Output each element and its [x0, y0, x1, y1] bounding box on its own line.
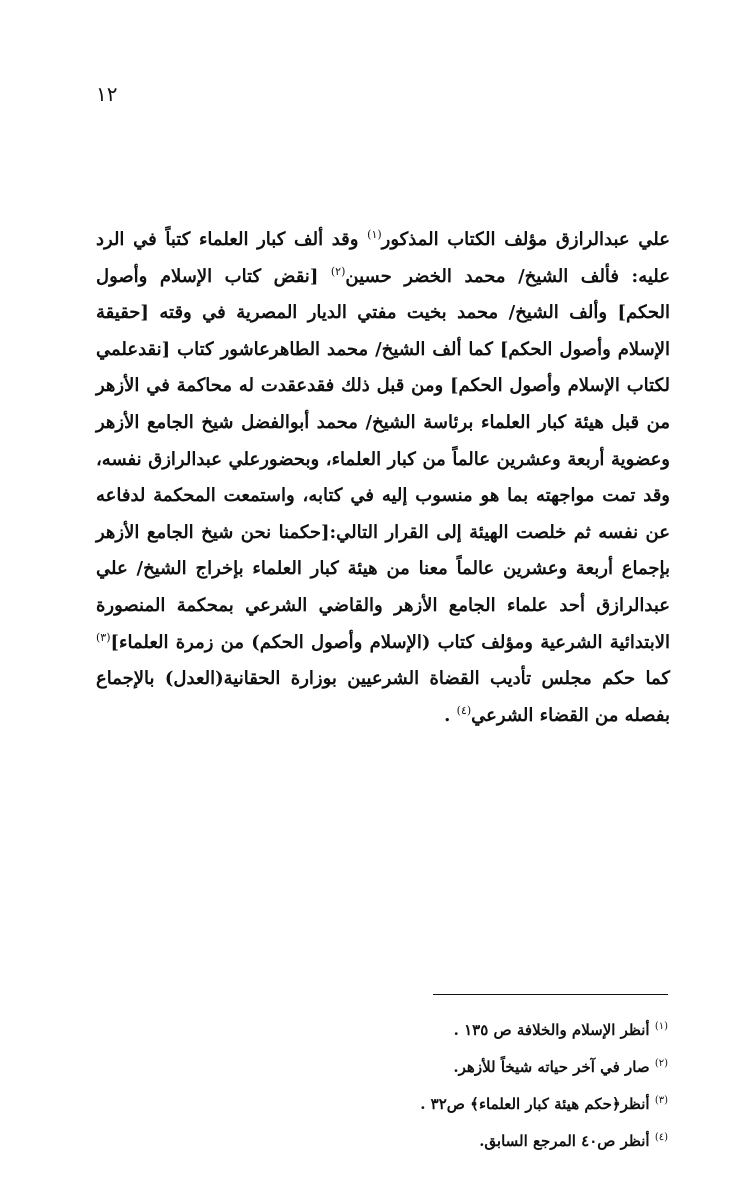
footnotes — [300, 1010, 668, 1158]
footnote-ref: (١) — [367, 228, 382, 241]
footnote-4 — [300, 1121, 668, 1158]
body-segment: علي عبدالرازق مؤلف الكتاب المذكور — [381, 229, 670, 250]
footnote-text: صار في آخر حياته شيخاً للأزهر. — [453, 1058, 655, 1076]
body-segment: كما حكم مجلس تأديب القضاة الشرعيين بوزارة الحقانية(العدل) بالإجماع بفصله من القضاء الشرعي — [96, 668, 670, 726]
footnote-mark: (٣) — [654, 1095, 668, 1106]
footnote-ref: (٣) — [96, 630, 111, 644]
page-number: ١٢ — [96, 82, 118, 106]
footnote-mark: (١) — [654, 1021, 668, 1032]
footnote-mark: (٤) — [654, 1132, 668, 1143]
footnote-ref: (٢) — [330, 264, 346, 278]
body-segment: وقد ألف كبار العلماء كتباً في الرد عليه: فألف الشيخ/ محمد الخضر حسين — [96, 229, 670, 287]
body-text — [96, 222, 670, 734]
body-segment: [نقض كتاب الإسلام وأصول الحكم] وألف الشيخ/ محمد بخيت مفتي الديار المصرية في وقته [حقيقة الإسلام وأصول الحكم] كما ألف الشيخ/ محمد الطاهرعاشور كتاب [نقدعلمي لكتاب الإسلام وأصول الحكم] ومن قبل ذلك فقدعقدت له محاكمة في الأزهر من قبل هيئة كبار العلماء برئاسة الشيخ/ محمد أبوالفضل شيخ الجامع الأزهر وعضوية أربعة وعشرين عالماً من كبار العلماء، وبحضورعلي عبدالرازق نفسه، وقد تمت مواجهته بما هو منسوب إليه في كتابه، واستمعت المحكمة لدفاعه عن نفسه ثم خلصت الهيئة إلى القرار التالي:[حكمنا نحن شيخ الجامع الأزهر بإجماع أربعة وعشرين عالماً معنا من هيئة كبار العلماء بإخراج الشيخ/ علي عبدالرازق أحد علماء الجامع الأزهر والقاضي الشرعي بمحكمة المنصورة الابتدائية الشرعية ومؤلف كتاب (الإسلام وأصول الحكم) من زمرة العلماء] — [96, 265, 670, 653]
footnote-mark: (٢) — [654, 1058, 668, 1069]
footnote-text: أنظر﴿حكم هيئة كبار العلماء﴾ ص٣٢ . — [420, 1095, 655, 1113]
footnote-text: أنظر ص٤٠ المرجع السابق. — [479, 1132, 655, 1150]
footnote-divider — [433, 994, 668, 995]
body-segment: . — [444, 704, 457, 726]
footnote-ref: (٤) — [456, 703, 472, 717]
footnote-2 — [300, 1047, 668, 1084]
footnote-1 — [300, 1010, 668, 1047]
footnote-3 — [300, 1084, 668, 1121]
footnote-text: أنظر الإسلام والخلافة ص ١٣٥ . — [453, 1021, 655, 1039]
body-paragraph — [96, 222, 670, 734]
